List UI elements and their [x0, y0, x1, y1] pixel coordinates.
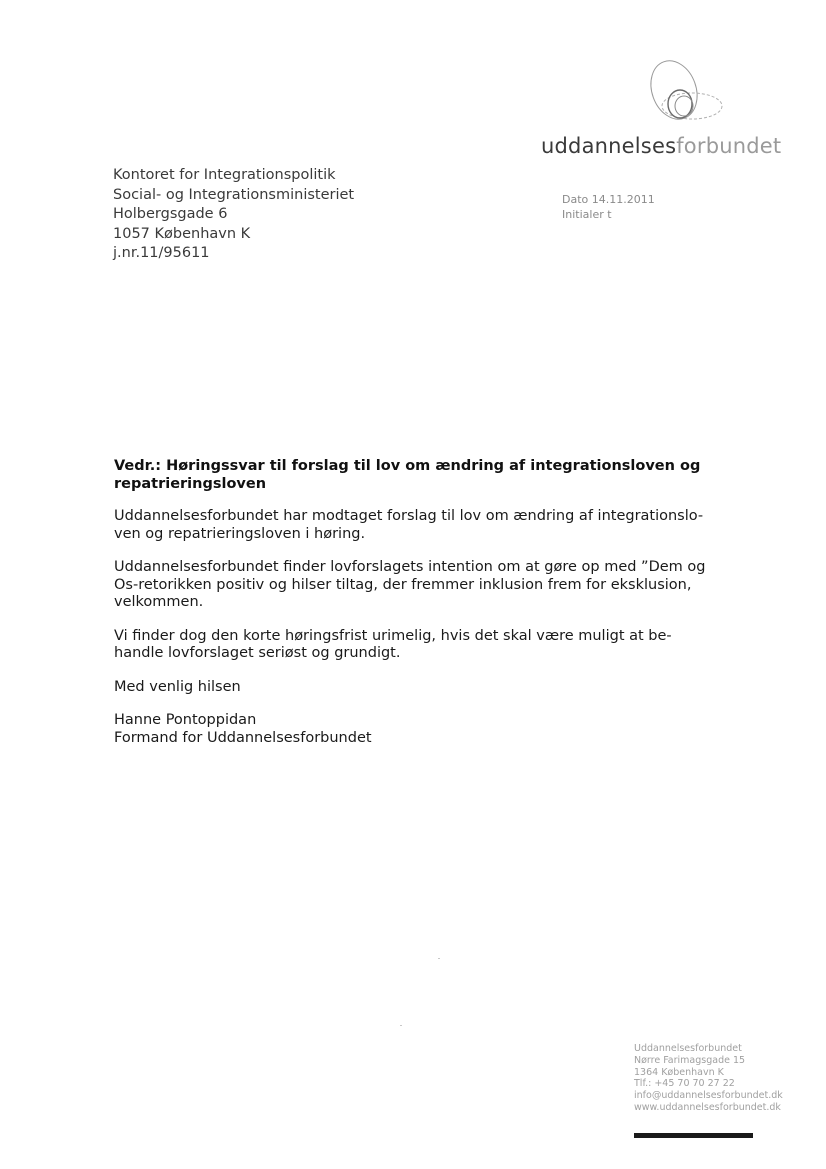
logo-wordmark: [541, 134, 781, 158]
footer-line: 1364 København K: [634, 1066, 724, 1078]
signer-title: Formand for Uddannelsesforbundet: [114, 729, 372, 746]
letter-subject: [114, 457, 754, 493]
paragraph-3: [114, 628, 754, 663]
logo-text-part1: uddannelses: [541, 134, 677, 158]
footer-bar: [634, 1133, 753, 1138]
paragraph-2: [114, 559, 754, 612]
footer-line: Nørre Farimagsgade 15: [634, 1054, 746, 1066]
scan-speck: [438, 958, 440, 959]
footer-line: www.uddannelsesforbundet.dk: [634, 1101, 781, 1113]
recipient-line: 1057 København K: [113, 225, 251, 242]
footer-line: Tlf.: +45 70 70 27 22: [634, 1078, 735, 1090]
logo-rings-icon: [640, 48, 760, 138]
signer-name: Hanne Pontoppidan: [114, 712, 257, 728]
body-line: handle lovforslaget seriøst og grundigt.: [114, 645, 401, 661]
body-line: Vi finder dog den korte høringsfrist urimelig, hvis det skal være muligt at be-: [114, 627, 672, 644]
body-line: ven og repatrieringsloven i høring.: [114, 525, 366, 542]
footer-line: info@uddannelsesforbundet.dk: [634, 1090, 783, 1102]
subject-line: Vedr.: Høringssvar til forslag til lov om ændring af integrationsloven og: [114, 458, 701, 474]
closing: [114, 679, 754, 697]
letter-date: Dato 14.11.2011: [562, 193, 655, 206]
recipient-line: Kontoret for Integrationspolitik: [113, 167, 336, 183]
subject-line: repatrieringsloven: [114, 476, 267, 492]
body-line: Uddannelsesforbundet finder lovforslagets intention om at gøre op med ”Dem og: [114, 559, 706, 575]
recipient-line: Holbergsgade 6: [113, 206, 228, 222]
body-line: Os-retorikken positiv og hilser tiltag, der fremmer inklusion frem for eksklusion,: [114, 576, 692, 593]
recipient-line: Social- og Integrationsministeriet: [113, 186, 355, 203]
body-line: Uddannelsesforbundet har modtaget forslag til lov om ændring af integrationslo-: [114, 508, 704, 524]
signature: [114, 712, 754, 747]
footer-line: Uddannelsesforbundet: [634, 1043, 742, 1054]
letter-meta: [562, 192, 655, 222]
footer-address: [634, 1043, 783, 1114]
logo-text-part2: forbundet: [676, 134, 782, 158]
recipient-address: [113, 166, 354, 264]
scan-speck: [400, 1025, 402, 1026]
recipient-line: j.nr.11/95611: [113, 245, 210, 261]
letter-body: [114, 508, 754, 763]
closing-text: Med venlig hilsen: [114, 678, 241, 695]
body-line: velkommen.: [114, 594, 204, 610]
letter-initials: Initialer t: [562, 208, 612, 221]
paragraph-1: [114, 508, 754, 543]
